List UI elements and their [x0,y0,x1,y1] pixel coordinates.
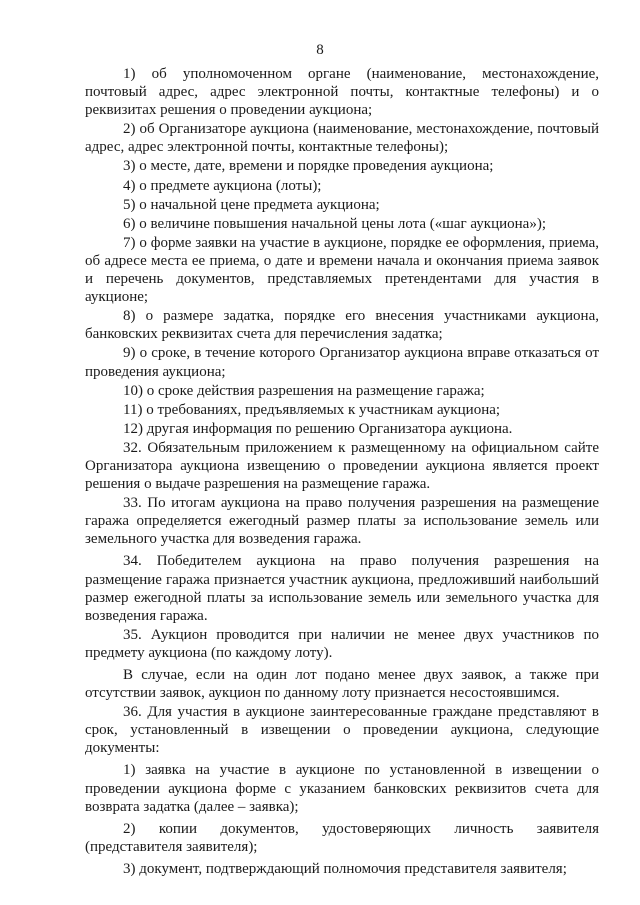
paragraph: 33. По итогам аукциона на право получения разрешения на размещение гаража определяется ежегодный размер платы за использование земель или земельного участка для возведения гаража. [85,495,599,548]
page-number: 8 [316,42,324,58]
paragraph: 32. Обязательным приложением к размещенному на официальном сайте Организатора аукциона извещению о проведении аукциона является проект решения о выдаче разрешения на размещение гаража. [85,439,599,493]
paragraph: 36. Для участия в аукционе заинтересованные граждане представляют в срок, установленный в извещении о проведении аукциона, следующие документы: [85,704,599,757]
paragraph: В случае, если на один лот подано менее двух заявок, а также при отсутствии заявок, аукцион по данному лоту признается несостоявшимся. [85,667,599,702]
paragraph: 9) о сроке, в течение которого Организатор аукциона вправе отказаться от проведения аукциона; [85,345,599,380]
paragraph: 3) о месте, дате, времени и порядке проведения аукциона; [123,158,494,175]
paragraph: 7) о форме заявки на участие в аукционе, порядке ее оформления, приема, об адресе места ее приема, о дате и времени начала и окончания приема заявок и перечень документов, представляемых претендентами для участия в аукционе; [85,234,599,306]
paragraph: 11) о требованиях, предъявляемых к участникам аукциона; [123,401,501,418]
document-body [85,65,599,878]
paragraph: 34. Победителем аукциона на право получения разрешения на размещение гаража признается участник аукциона, предложивший наибольший размер ежегодной платы за использование земель или земельного участка для возведения гаража. [85,553,599,624]
paragraph: 35. Аукцион проводится при наличии не менее двух участников по предмету аукциона (по каждому лоту). [85,626,599,661]
paragraph: 1) заявка на участие в аукционе по установленной в извещении о проведении аукциона форме с указанием банковских реквизитов счета для возврата задатка (далее – заявка); [85,762,599,815]
paragraph: 1) об уполномоченном органе (наименование, местонахождение, почтовый адрес, адрес электронной почты, контактные телефоны) и о реквизитах решения о проведении аукциона; [85,66,599,119]
paragraph: 8) о размере задатка, порядке его внесения участниками аукциона, банковских реквизитах счета для перечисления задатка; [85,308,599,343]
paragraph: 3) документ, подтверждающий полномочия представителя заявителя; [123,860,567,877]
paragraph: 2) копии документов, удостоверяющих личность заявителя (представителя заявителя); [85,820,599,855]
paragraph: 10) о сроке действия разрешения на размещение гаража; [123,382,485,399]
paragraph: 5) о начальной цене предмета аукциона; [123,196,380,213]
paragraph: 6) о величине повышения начальной цены лота («шаг аукциона»); [123,215,546,232]
paragraph: 4) о предмете аукциона (лоты); [123,177,322,194]
paragraph: 2) об Организаторе аукциона (наименование, местонахождение, почтовый адрес, адрес электронной почты, контактные телефоны); [85,121,599,156]
paragraph: 12) другая информация по решению Организатора аукциона. [123,420,513,437]
